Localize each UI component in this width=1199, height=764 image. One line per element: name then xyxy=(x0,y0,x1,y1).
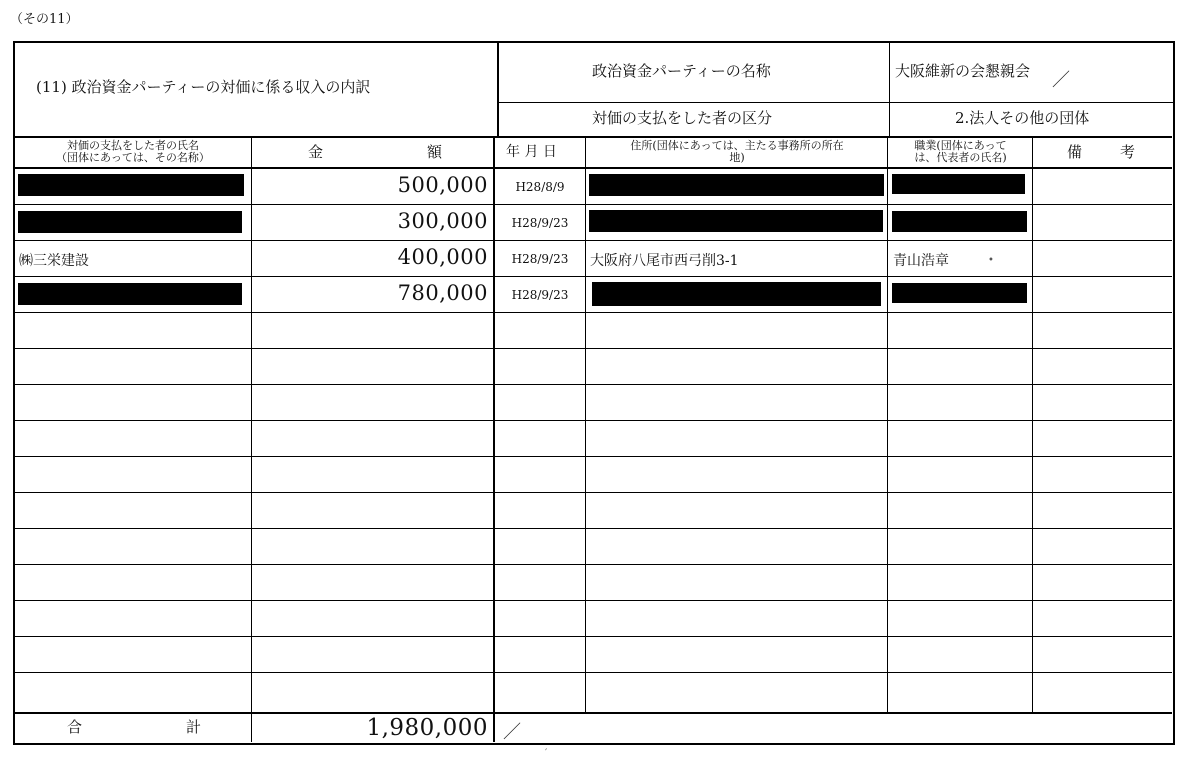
total-amount: 1,980,000 xyxy=(366,715,488,741)
row-line xyxy=(14,420,1172,421)
col-header-remarks-char1: 備 xyxy=(1067,143,1083,161)
total-label-char2: 計 xyxy=(186,718,202,736)
row-amount: 400,000 xyxy=(397,245,488,269)
row-line xyxy=(14,312,1172,313)
total-label-char1: 合 xyxy=(67,718,83,736)
party-name-label: 政治資金パーティーの名称 xyxy=(592,62,771,80)
row-line xyxy=(14,672,1172,673)
row-line xyxy=(14,600,1172,601)
header-divider-right xyxy=(497,102,1173,103)
payer-category-value: 2.法人その他の団体 xyxy=(955,109,1090,127)
row-line xyxy=(14,636,1172,637)
col-header-name-line2: （団体にあっては、その名称） xyxy=(56,151,210,164)
row-address: 大阪府八尾市西弓削3-1 xyxy=(590,253,739,269)
row-date: H28/8/9 xyxy=(515,180,565,194)
col-line-date xyxy=(585,137,586,713)
redacted-address xyxy=(589,174,884,196)
redacted-name xyxy=(18,174,244,196)
col-header-remarks-char2: 考 xyxy=(1120,143,1136,161)
col-header-address-line2: 地) xyxy=(729,151,745,164)
redacted-address xyxy=(592,282,881,306)
col-header-name-line1: 対価の支払をした者の氏名 xyxy=(67,139,199,152)
column-header-bottom-line xyxy=(14,167,1172,169)
header-vline-1 xyxy=(497,42,499,137)
row-line xyxy=(14,348,1172,349)
col-header-amount-char2: 額 xyxy=(427,143,443,161)
row-date: H28/9/23 xyxy=(511,288,569,302)
col-header-occupation-line2: は、代表者の氏名) xyxy=(914,151,1007,164)
row-date: H28/9/23 xyxy=(511,252,569,266)
row-line xyxy=(14,456,1172,457)
scan-speck: ′ xyxy=(545,748,548,759)
row-line xyxy=(14,204,1172,205)
col-header-address xyxy=(587,140,887,164)
redacted-name xyxy=(18,283,242,305)
col-header-address-line1: 住所(団体にあっては、主たる事務所の所在 xyxy=(630,139,844,152)
row-occupation: 青山浩章 xyxy=(893,253,949,269)
col-line-occupation xyxy=(1032,137,1033,713)
row-line xyxy=(14,528,1172,529)
row-name: ㈱三栄建設 xyxy=(19,253,89,269)
redacted-occupation xyxy=(892,174,1025,194)
redacted-occupation xyxy=(892,283,1027,303)
col-header-occupation xyxy=(889,140,1032,164)
page-label: （その11） xyxy=(10,12,79,27)
row-date: H28/9/23 xyxy=(511,216,569,230)
col-header-name xyxy=(15,140,251,164)
col-header-amount-char1: 金 xyxy=(308,143,324,161)
row-line xyxy=(14,492,1172,493)
check-slash-mark: ／ xyxy=(1052,70,1070,91)
total-top-line xyxy=(14,712,1172,714)
row-amount: 500,000 xyxy=(397,173,488,197)
section-title: (11) 政治資金パーティーの対価に係る収入の内訳 xyxy=(36,78,371,96)
row-line xyxy=(14,240,1172,241)
header-bottom-line xyxy=(14,136,1172,138)
row-amount: 300,000 xyxy=(397,209,488,233)
row-line xyxy=(14,276,1172,277)
scan-speck: • xyxy=(988,255,994,266)
party-name-value: 大阪維新の会懇親会 xyxy=(895,62,1031,80)
col-header-occupation-line1: 職業(団体にあって xyxy=(914,139,1007,152)
col-header-date: 年 月 日 xyxy=(506,144,557,160)
row-amount: 780,000 xyxy=(397,281,488,305)
redacted-name xyxy=(18,211,242,233)
payer-category-label: 対価の支払をした者の区分 xyxy=(592,109,773,127)
redacted-address xyxy=(589,210,883,232)
row-line xyxy=(14,564,1172,565)
header-vline-2 xyxy=(889,42,890,137)
total-slash-mark: ／ xyxy=(503,722,521,743)
row-line xyxy=(14,384,1172,385)
redacted-occupation xyxy=(892,211,1027,232)
col-line-address xyxy=(887,137,888,713)
